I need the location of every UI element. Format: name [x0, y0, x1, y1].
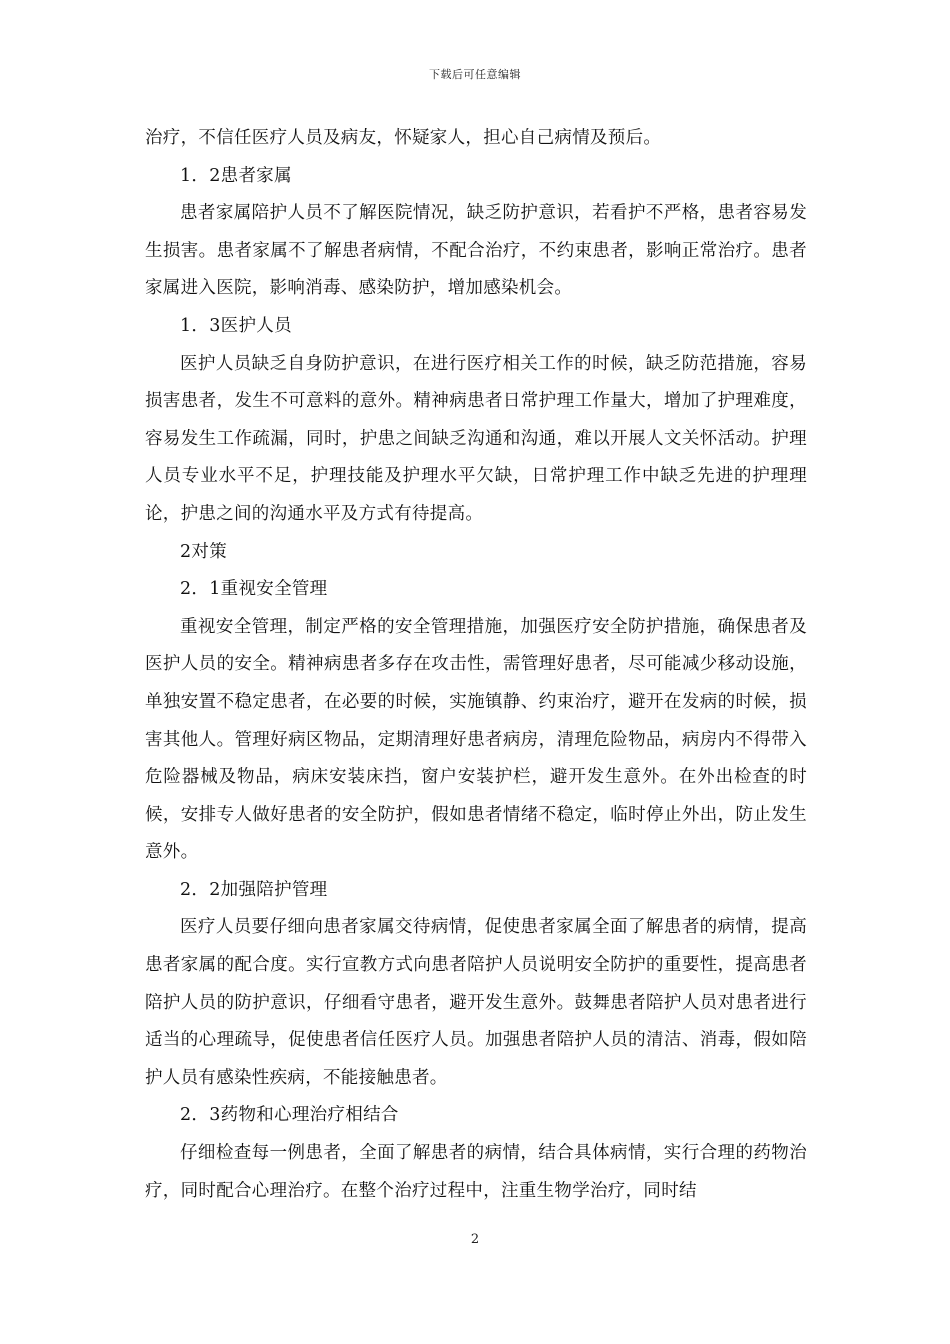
document-body — [145, 120, 807, 1210]
section-heading-1-3: 1．3医护人员 — [180, 315, 292, 336]
paragraph-family: 患者家属陪护人员不了解医院情况，缺乏防护意识，若看护不严格，患者容易发生损害。患者家属不了解患者病情，不配合治疗，不约束患者，影响正常治疗。患者家属进入医院，影响消毒、感染防护，增加感染机会。 — [145, 203, 807, 299]
section-heading-2-1: 2．1重视安全管理 — [180, 579, 328, 600]
section-heading-1-2: 1．2患者家属 — [180, 165, 292, 186]
section-heading-2-2: 2．2加强陪护管理 — [180, 879, 328, 900]
paragraph-continuation: 治疗，不信任医疗人员及病友，怀疑家人，担心自己病情及预后。 — [145, 128, 662, 148]
paragraph-safety: 重视安全管理，制定严格的安全管理措施，加强医疗安全防护措施，确保患者及医护人员的安全。精神病患者多存在攻击性，需管理好患者，尽可能减少移动设施，单独安置不稳定患者，在必要的时候，实施镇静、约束治疗，避开在发病的时候，损害其他人。管理好病区物品，定期清理好患者病房，清理危险物品，病房内不得带入危险器械及物品，病床安装床挡，窗户安装护栏，避开发生意外。在外出检查的时候，安排专人做好患者的安全防护，假如患者情绪不稳定，临时停止外出，防止发生意外。 — [145, 616, 807, 863]
paragraph-staff: 医护人员缺乏自身防护意识，在进行医疗相关工作的时候，缺乏防范措施，容易损害患者，发生不可意料的意外。精神病患者日常护理工作量大，增加了护理难度，容易发生工作疏漏，同时，护患之间缺乏沟通和沟通，难以开展人文关怀活动。护理人员专业水平不足，护理技能及护理水平欠缺，日常护理工作中缺乏先进的护理理论，护患之间的沟通水平及方式有待提高。 — [145, 353, 807, 524]
page-header: 下载后可任意编辑 — [429, 68, 521, 81]
section-heading-2-3: 2．3药物和心理治疗相结合 — [180, 1105, 399, 1126]
paragraph-escort: 医疗人员要仔细向患者家属交待病情，促使患者家属全面了解患者的病情，提高患者家属的配合度。实行宣教方式向患者陪护人员说明安全防护的重要性，提高患者陪护人员的防护意识，仔细看守患者，避开发生意外。鼓舞患者陪护人员对患者进行适当的心理疏导，促使患者信任医疗人员。加强患者陪护人员的清洁、消毒，假如陪护人员有感染性疾病，不能接触患者。 — [145, 917, 807, 1088]
section-heading-2: 2对策 — [180, 541, 228, 562]
page-number: 2 — [470, 1232, 480, 1247]
paragraph-therapy: 仔细检查每一例患者，全面了解患者的病情，结合具体病情，实行合理的药物治疗，同时配合心理治疗。在整个治疗过程中，注重生物学治疗，同时结 — [145, 1143, 807, 1201]
